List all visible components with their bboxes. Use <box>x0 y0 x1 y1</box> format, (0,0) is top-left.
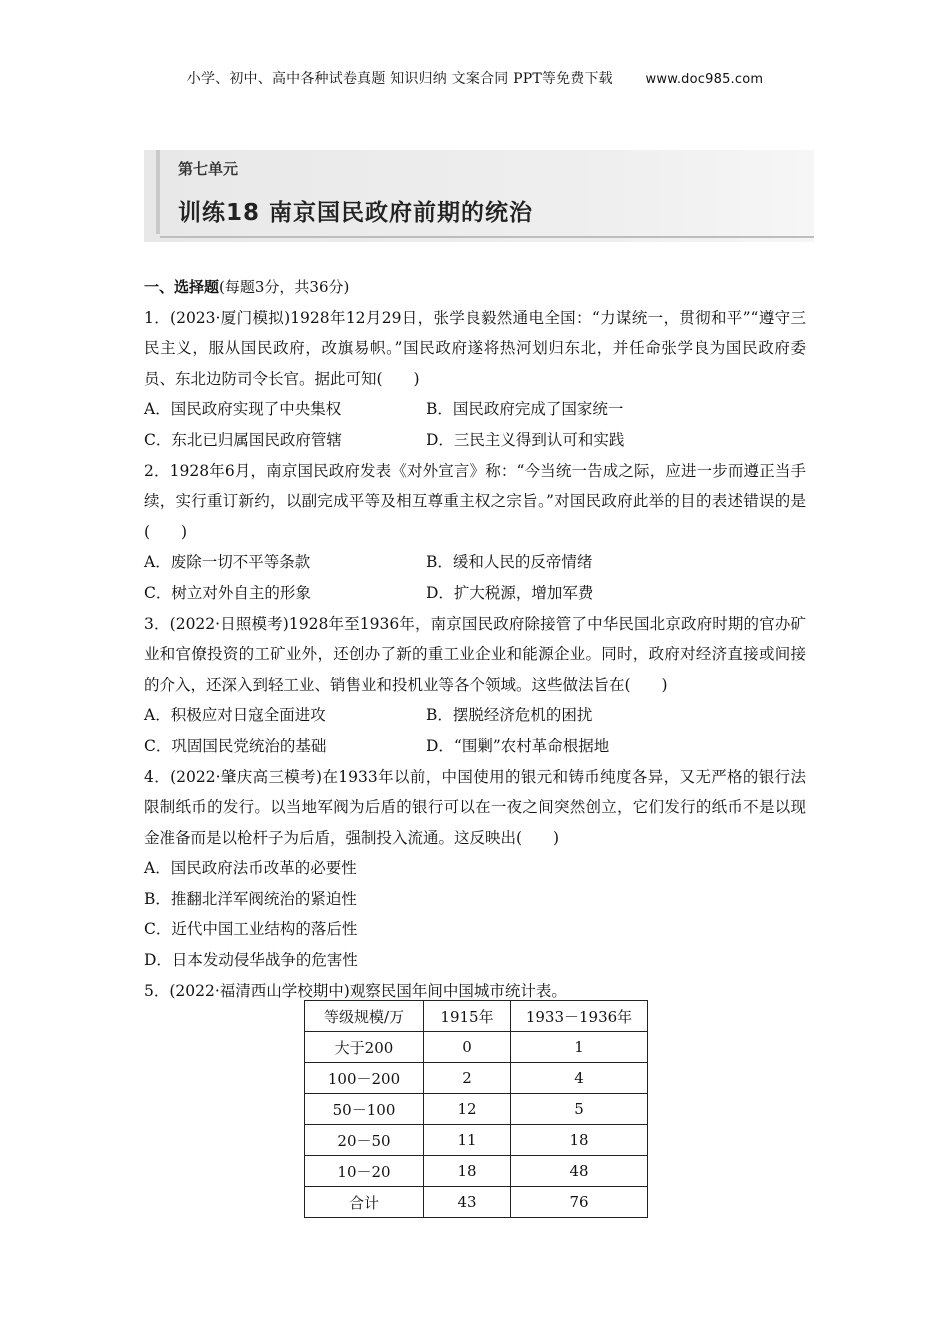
unit-label: 第七单元 <box>178 160 239 178</box>
question-4-stem: 4．(2022·肇庆高三模考)在1933年以前，中国使用的银元和铸币纯度各异，又无严格的银行法限制纸币的发行。以当地军阀为后盾的银行可以在一夜之间突然创立，它们发行的纸币不是以现金准备而是以枪杆子为后盾，强制投入流通。这反映出( ) <box>144 767 806 847</box>
city-statistics-table <box>304 1000 648 1218</box>
header-url[interactable]: www.doc985.com <box>645 72 764 87</box>
table-cell: 0 <box>424 1032 511 1063</box>
table-cell: 5 <box>511 1094 648 1125</box>
table-header-cell: 1915年 <box>424 1001 511 1032</box>
question-3-stem: 3．(2022·日照模考)1928年至1936年，南京国民政府除接管了中华民国北京政府时期的官办矿业和官僚投资的工矿业外，还创办了新的重工业企业和能源企业。同时，政府对经济直接或间接的介入，还深入到轻工业、销售业和投机业等各个领域。这些做法旨在( ) <box>144 614 806 694</box>
question-2-option-a[interactable]: A．废除一切不平等条款 <box>144 553 311 572</box>
question-2-stem: 2．1928年6月，南京国民政府发表《对外宣言》称：“今当统一告成之际，应进一步而遵正当手续，实行重订新约，以副完成平等及相互尊重主权之宗旨。”对国民政府此举的目的表述错误的是( ) <box>144 461 806 541</box>
table-row <box>305 1032 648 1063</box>
table-cell: 43 <box>424 1187 511 1218</box>
table-cell: 合计 <box>305 1187 424 1218</box>
table-cell: 76 <box>511 1187 648 1218</box>
table-cell: 2 <box>424 1063 511 1094</box>
table-cell: 4 <box>511 1063 648 1094</box>
table-row <box>305 1156 648 1187</box>
question-3-option-a[interactable]: A．积极应对日寇全面进攻 <box>144 706 326 725</box>
table-cell: 11 <box>424 1125 511 1156</box>
table-cell: 18 <box>424 1156 511 1187</box>
table-cell: 50－100 <box>305 1094 424 1125</box>
section-title: 一、选择题 <box>144 278 220 296</box>
page-title: 训练18 南京国民政府前期的统治 <box>178 200 534 226</box>
question-2-option-b[interactable]: B．缓和人民的反帝情绪 <box>426 553 593 572</box>
table-cell: 20－50 <box>305 1125 424 1156</box>
question-4-option-a[interactable]: A．国民政府法币改革的必要性 <box>144 859 357 878</box>
question-1-stem: 1．(2023·厦门模拟)1928年12月29日，张学良毅然通电全国：“力谋统一，贯彻和平”“遵守三民主义，服从国民政府，改旗易帜。”国民政府遂将热河划归东北，并任命张学良为国民政府委员、东北边防司令长官。据此可知( ) <box>144 308 806 388</box>
question-2-option-d[interactable]: D．扩大税源，增加军费 <box>426 583 594 602</box>
question-2-option-c[interactable]: C．树立对外自主的形象 <box>144 583 311 602</box>
question-3-option-d[interactable]: D．“围剿”农村革命根据地 <box>426 736 610 755</box>
table-header-cell: 1933－1936年 <box>511 1001 648 1032</box>
table-cell: 1 <box>511 1032 648 1063</box>
banner-accent-bar <box>156 150 160 234</box>
section-heading <box>144 272 806 303</box>
question-1-options-row-1 <box>144 394 806 425</box>
question-list <box>144 272 806 1006</box>
table-row <box>305 1125 648 1156</box>
unit-banner <box>144 150 814 242</box>
table-header-cell: 等级规模/万 <box>305 1001 424 1032</box>
table-row <box>305 1094 648 1125</box>
question-2-options-row-1 <box>144 547 806 578</box>
question-1-option-b[interactable]: B．国民政府完成了国家统一 <box>426 400 624 419</box>
question-5-stem: 5．(2022·福清西山学校期中)观察民国年间中国城市统计表。 <box>144 981 567 1000</box>
table-cell: 10－20 <box>305 1156 424 1187</box>
question-1-options-row-2 <box>144 425 806 456</box>
question-3-option-c[interactable]: C．巩固国民党统治的基础 <box>144 736 327 755</box>
question-1-option-c[interactable]: C．东北已归属国民政府管辖 <box>144 430 342 449</box>
question-3-option-b[interactable]: B．摆脱经济危机的困扰 <box>426 706 593 725</box>
question-2-options-row-2 <box>144 578 806 609</box>
question-4-option-c[interactable]: C．近代中国工业结构的落后性 <box>144 920 358 939</box>
question-4-option-d[interactable]: D．日本发动侵华战争的危害性 <box>144 951 358 970</box>
table-cell: 100－200 <box>305 1063 424 1094</box>
table-row-total <box>305 1187 648 1218</box>
table-row <box>305 1063 648 1094</box>
section-note: (每题3分，共36分) <box>219 278 350 296</box>
question-3-options-row-1 <box>144 700 806 731</box>
table-cell: 大于200 <box>305 1032 424 1063</box>
question-1-option-d[interactable]: D．三民主义得到认可和实践 <box>426 430 625 449</box>
question-1-option-a[interactable]: A．国民政府实现了中央集权 <box>144 400 342 419</box>
table-cell: 18 <box>511 1125 648 1156</box>
question-3-options-row-2 <box>144 731 806 762</box>
table-cell: 12 <box>424 1094 511 1125</box>
page-header <box>0 68 950 88</box>
question-4-option-b[interactable]: B．推翻北洋军阀统治的紧迫性 <box>144 889 357 908</box>
table-cell: 48 <box>511 1156 648 1187</box>
banner-divider <box>160 236 814 238</box>
header-text: 小学、初中、高中各种试卷真题 知识归纳 文案合同 PPT等免费下载 <box>186 71 613 87</box>
table-header-row <box>305 1001 648 1032</box>
